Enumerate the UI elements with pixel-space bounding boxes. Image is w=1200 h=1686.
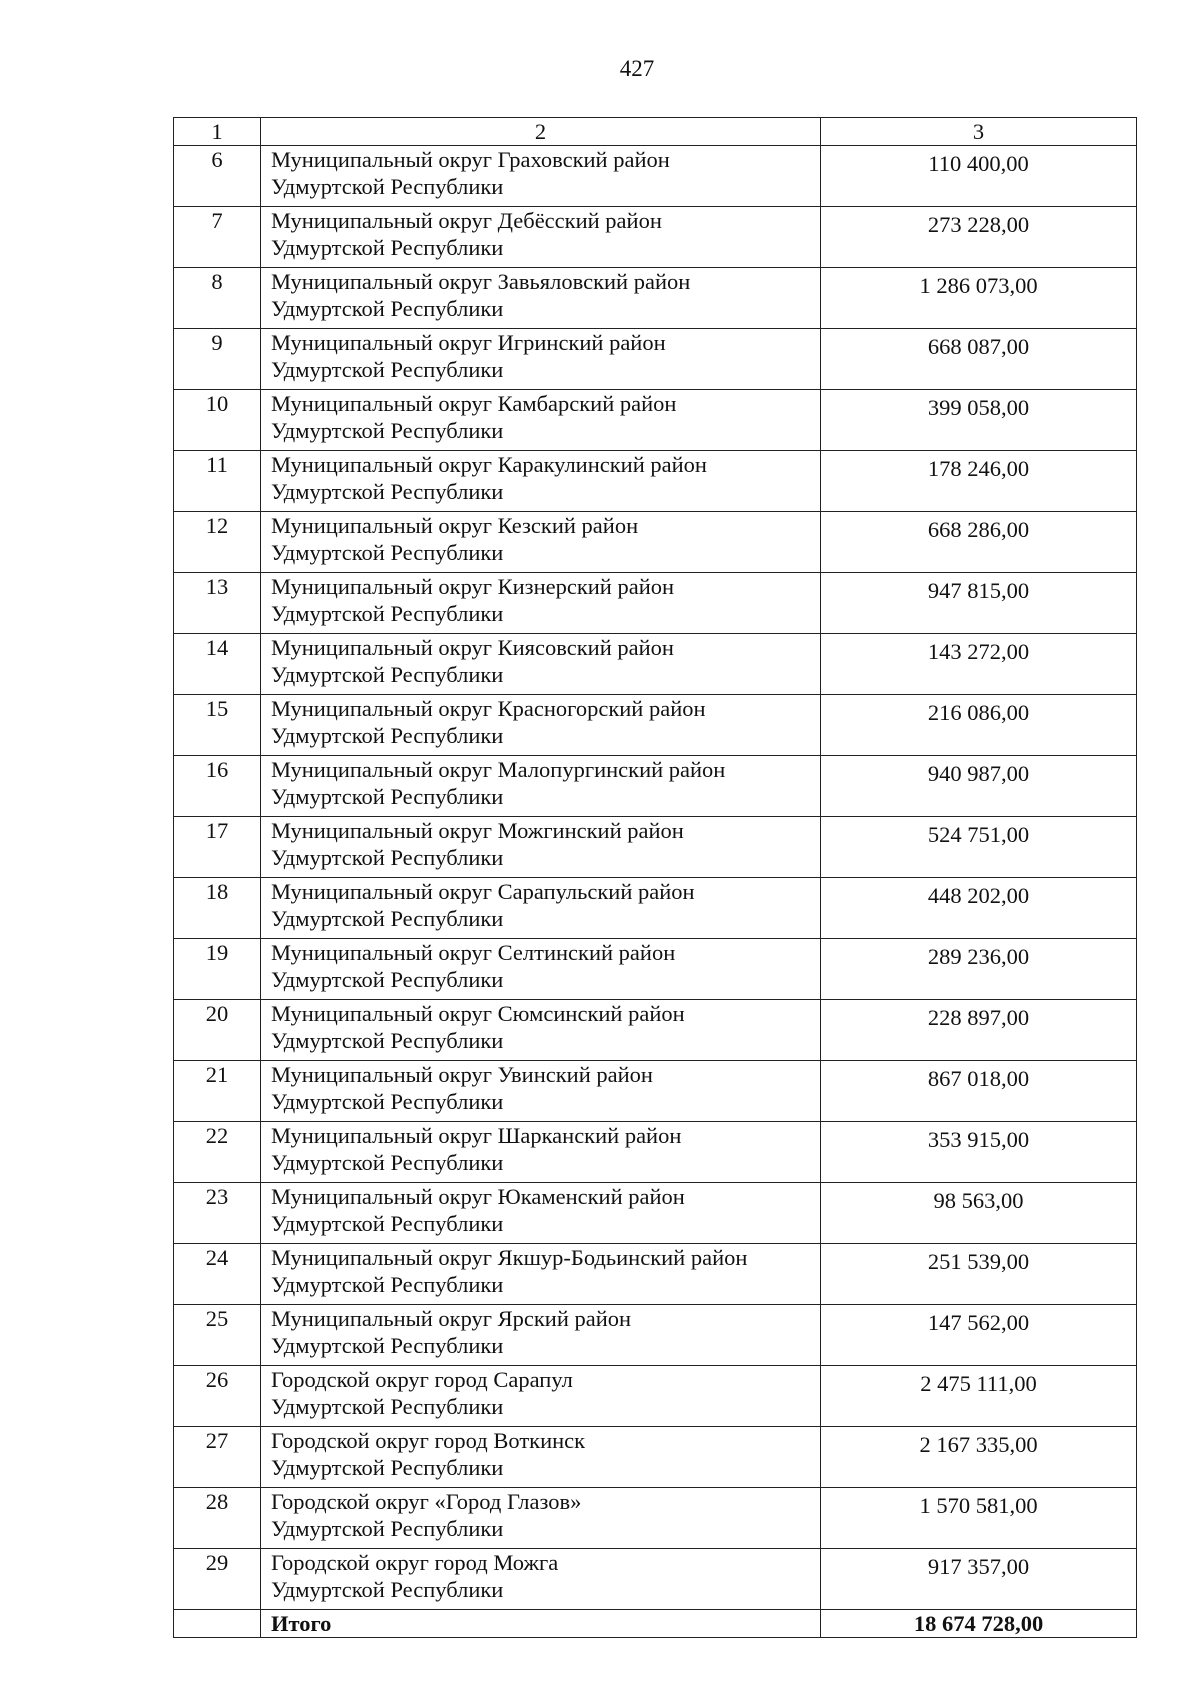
row-name-line2: Удмуртской Республики [271, 357, 504, 382]
row-name-line2: Удмуртской Республики [271, 235, 504, 260]
row-amount: 143 272,00 [821, 634, 1137, 695]
row-name [261, 756, 821, 817]
row-name [261, 634, 821, 695]
row-number: 23 [174, 1183, 261, 1244]
row-amount: 147 562,00 [821, 1305, 1137, 1366]
table-row [174, 695, 1137, 756]
row-name [261, 1122, 821, 1183]
table-row [174, 390, 1137, 451]
row-name [261, 1183, 821, 1244]
column-header-2: 2 [261, 118, 821, 146]
row-number: 9 [174, 329, 261, 390]
table-row [174, 1122, 1137, 1183]
table-row [174, 1305, 1137, 1366]
row-name-line2: Удмуртской Республики [271, 174, 504, 199]
row-name-line1: Муниципальный округ Ярский район [271, 1306, 632, 1331]
row-name-line2: Удмуртской Республики [271, 1333, 504, 1358]
row-name-line2: Удмуртской Республики [271, 1272, 504, 1297]
row-name-line2: Удмуртской Республики [271, 845, 504, 870]
total-num-cell [174, 1610, 261, 1638]
row-name [261, 573, 821, 634]
table-row [174, 207, 1137, 268]
table-row [174, 756, 1137, 817]
row-name-line1: Муниципальный округ Сарапульский район [271, 879, 695, 904]
row-number: 19 [174, 939, 261, 1000]
row-amount: 289 236,00 [821, 939, 1137, 1000]
row-name-line1: Муниципальный округ Киясовский район [271, 635, 674, 660]
page-number: 427 [619, 56, 655, 81]
row-number: 12 [174, 512, 261, 573]
row-amount: 98 563,00 [821, 1183, 1137, 1244]
table-row [174, 939, 1137, 1000]
row-number: 16 [174, 756, 261, 817]
row-name-line2: Удмуртской Республики [271, 1516, 504, 1541]
row-amount: 2 167 335,00 [821, 1427, 1137, 1488]
table-row [174, 1488, 1137, 1549]
row-name-line1: Муниципальный округ Граховский район [271, 147, 670, 172]
row-name-line1: Муниципальный округ Селтинский район [271, 940, 676, 965]
row-name-line1: Муниципальный округ Якшур-Бодьинский район [271, 1245, 748, 1270]
row-name-line1: Муниципальный округ Кезский район [271, 513, 639, 538]
table-row [174, 1427, 1137, 1488]
row-name [261, 878, 821, 939]
row-number: 8 [174, 268, 261, 329]
table-row [174, 878, 1137, 939]
row-name [261, 1488, 821, 1549]
table-row [174, 634, 1137, 695]
row-name [261, 1427, 821, 1488]
row-amount: 668 286,00 [821, 512, 1137, 573]
table-row [174, 1000, 1137, 1061]
row-name [261, 451, 821, 512]
row-name-line1: Муниципальный округ Малопургинский район [271, 757, 726, 782]
row-number: 29 [174, 1549, 261, 1610]
row-name-line1: Муниципальный округ Завьяловский район [271, 269, 691, 294]
row-name [261, 1549, 821, 1610]
row-number: 13 [174, 573, 261, 634]
row-name-line1: Муниципальный округ Кизнерский район [271, 574, 675, 599]
row-name-line1: Муниципальный округ Увинский район [271, 1062, 653, 1087]
row-name-line1: Муниципальный округ Шарканский район [271, 1123, 682, 1148]
row-name-line1: Муниципальный округ Сюмсинский район [271, 1001, 685, 1026]
row-number: 6 [174, 146, 261, 207]
row-name [261, 1061, 821, 1122]
column-header-1: 1 [174, 118, 261, 146]
row-amount: 668 087,00 [821, 329, 1137, 390]
row-amount: 947 815,00 [821, 573, 1137, 634]
row-name-line1: Муниципальный округ Камбарский район [271, 391, 677, 416]
total-row [174, 1610, 1137, 1638]
row-number: 20 [174, 1000, 261, 1061]
row-amount: 867 018,00 [821, 1061, 1137, 1122]
row-amount: 1 570 581,00 [821, 1488, 1137, 1549]
row-name-line2: Удмуртской Республики [271, 1089, 504, 1114]
row-name [261, 1305, 821, 1366]
table-row [174, 1366, 1137, 1427]
row-name-line2: Удмуртской Республики [271, 479, 504, 504]
row-name-line1: Муниципальный округ Можгинский район [271, 818, 684, 843]
column-header-3: 3 [821, 118, 1137, 146]
row-name-line2: Удмуртской Республики [271, 418, 504, 443]
row-name-line2: Удмуртской Республики [271, 723, 504, 748]
table-row [174, 1244, 1137, 1305]
row-name-line2: Удмуртской Республики [271, 967, 504, 992]
row-name-line1: Городской округ город Воткинск [271, 1428, 586, 1453]
row-amount: 228 897,00 [821, 1000, 1137, 1061]
table-row [174, 329, 1137, 390]
table-row [174, 817, 1137, 878]
row-name-line2: Удмуртской Республики [271, 1211, 504, 1236]
row-amount: 216 086,00 [821, 695, 1137, 756]
row-name-line1: Муниципальный округ Каракулинский район [271, 452, 707, 477]
table-row [174, 512, 1137, 573]
table-header-row [174, 118, 1137, 146]
row-name-line1: Муниципальный округ Игринский район [271, 330, 666, 355]
allocation-table [173, 117, 1137, 1638]
row-number: 15 [174, 695, 261, 756]
row-number: 17 [174, 817, 261, 878]
row-number: 27 [174, 1427, 261, 1488]
row-amount: 917 357,00 [821, 1549, 1137, 1610]
row-number: 14 [174, 634, 261, 695]
row-amount: 2 475 111,00 [821, 1366, 1137, 1427]
row-name-line2: Удмуртской Республики [271, 296, 504, 321]
row-amount: 1 286 073,00 [821, 268, 1137, 329]
row-amount: 399 058,00 [821, 390, 1137, 451]
row-name [261, 1366, 821, 1427]
row-amount: 273 228,00 [821, 207, 1137, 268]
row-name [261, 1000, 821, 1061]
table-row [174, 268, 1137, 329]
row-name-line2: Удмуртской Республики [271, 1028, 504, 1053]
total-amount: 18 674 728,00 [821, 1610, 1137, 1638]
row-name-line1: Муниципальный округ Дебёсский район [271, 208, 662, 233]
row-name [261, 695, 821, 756]
row-amount: 940 987,00 [821, 756, 1137, 817]
row-name-line2: Удмуртской Республики [271, 601, 504, 626]
row-number: 11 [174, 451, 261, 512]
row-name-line2: Удмуртской Республики [271, 1577, 504, 1602]
row-name-line2: Удмуртской Республики [271, 784, 504, 809]
row-name [261, 268, 821, 329]
row-name [261, 512, 821, 573]
row-name [261, 329, 821, 390]
table-row [174, 451, 1137, 512]
row-name-line1: Городской округ город Можга [271, 1550, 559, 1575]
row-number: 25 [174, 1305, 261, 1366]
row-number: 24 [174, 1244, 261, 1305]
row-name-line2: Удмуртской Республики [271, 540, 504, 565]
row-name [261, 817, 821, 878]
row-amount: 251 539,00 [821, 1244, 1137, 1305]
row-amount: 353 915,00 [821, 1122, 1137, 1183]
row-amount: 448 202,00 [821, 878, 1137, 939]
row-number: 21 [174, 1061, 261, 1122]
row-number: 28 [174, 1488, 261, 1549]
row-name [261, 1244, 821, 1305]
row-name-line1: Муниципальный округ Юкаменский район [271, 1184, 685, 1209]
row-name [261, 146, 821, 207]
row-number: 22 [174, 1122, 261, 1183]
row-number: 10 [174, 390, 261, 451]
row-name-line2: Удмуртской Республики [271, 906, 504, 931]
row-name [261, 390, 821, 451]
table-row [174, 573, 1137, 634]
table-row [174, 1183, 1137, 1244]
row-name-line1: Городской округ город Сарапул [271, 1367, 573, 1392]
row-amount: 178 246,00 [821, 451, 1137, 512]
total-label: Итого [261, 1610, 821, 1638]
row-name-line2: Удмуртской Республики [271, 1150, 504, 1175]
table-row [174, 146, 1137, 207]
row-number: 26 [174, 1366, 261, 1427]
row-name [261, 207, 821, 268]
row-number: 18 [174, 878, 261, 939]
row-name-line1: Городской округ «Город Глазов» [271, 1489, 582, 1514]
table-row [174, 1549, 1137, 1610]
row-number: 7 [174, 207, 261, 268]
row-amount: 524 751,00 [821, 817, 1137, 878]
row-name-line2: Удмуртской Республики [271, 1394, 504, 1419]
row-name-line2: Удмуртской Республики [271, 662, 504, 687]
row-name [261, 939, 821, 1000]
row-name-line2: Удмуртской Республики [271, 1455, 504, 1480]
row-amount: 110 400,00 [821, 146, 1137, 207]
row-name-line1: Муниципальный округ Красногорский район [271, 696, 706, 721]
table-row [174, 1061, 1137, 1122]
